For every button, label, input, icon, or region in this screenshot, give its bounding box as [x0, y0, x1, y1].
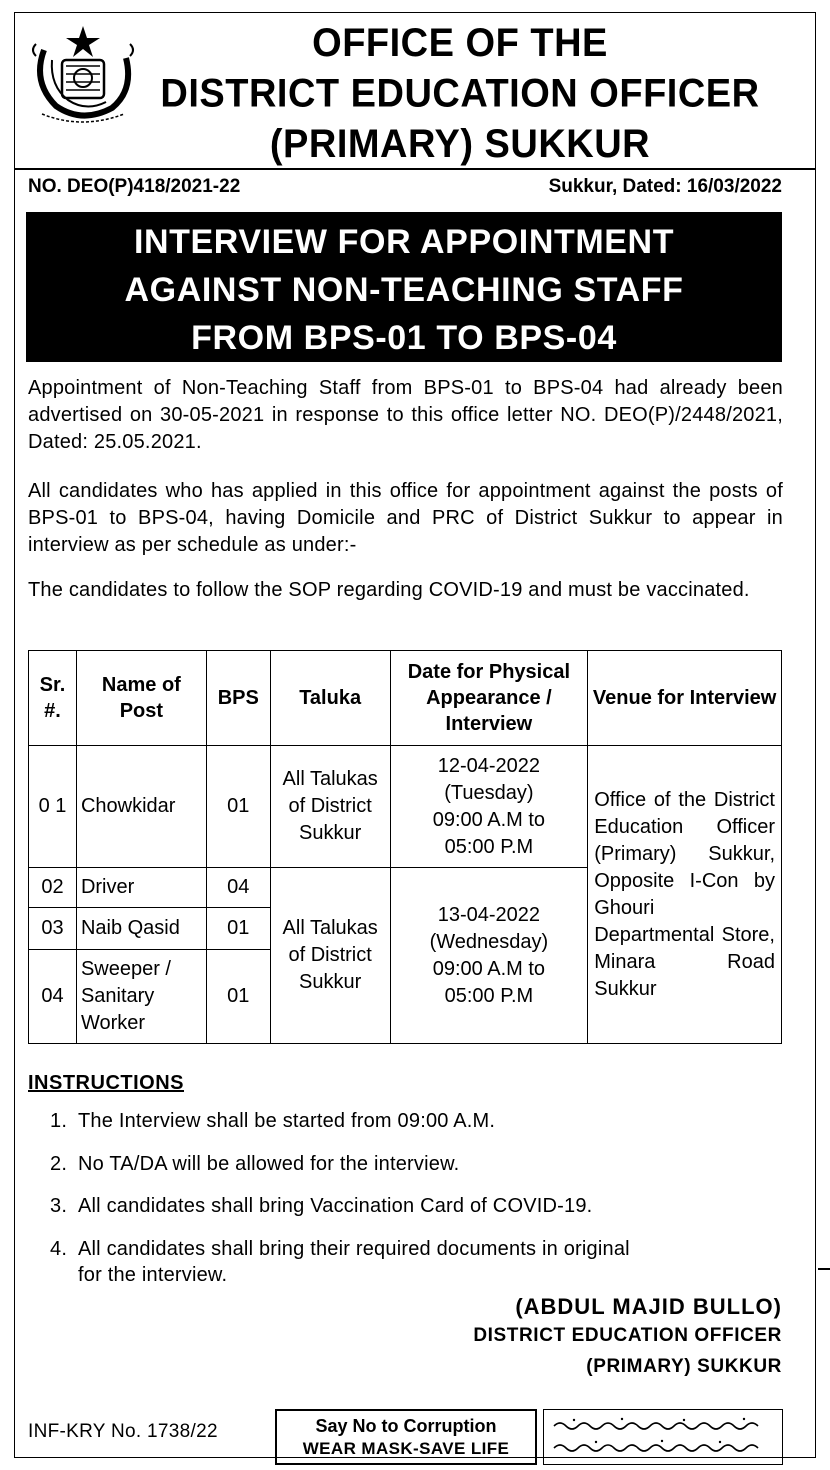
time-text: 05:00 P.M: [444, 984, 534, 1007]
slogan-line: Say No to Corruption: [315, 1416, 497, 1436]
instruction-number: 3.: [50, 1195, 68, 1217]
inf-number: INF-KRY No. 1738/22: [28, 1421, 218, 1442]
covid-paragraph: The candidates to follow the SOP regarding COVID-19 and must be vaccinated.: [28, 579, 750, 601]
instruction-text-continued: for the interview.: [78, 1264, 228, 1286]
column-header: Sr. #.: [29, 651, 77, 746]
header-divider: [14, 168, 816, 170]
instruction-item: [50, 1193, 783, 1219]
bps-cell: 01: [206, 908, 270, 950]
instruction-number: 2.: [50, 1153, 68, 1175]
date-line: Sukkur, Dated: 16/03/2022: [548, 176, 782, 197]
intro-paragraph: Appointment of Non-Teaching Staff from BPS-01 to BPS-04 had already been advertised on 30-05-2021 in response to this office letter NO. DEO(P)/2448/2021, Dated: 25.05.2021.: [28, 377, 783, 453]
sindh-government-emblem-icon: [22, 20, 144, 132]
interview-schedule-table: [28, 650, 782, 1044]
sr-cell: 02: [29, 868, 77, 908]
signatory-office: (PRIMARY) SUKKUR: [586, 1356, 782, 1377]
instruction-text: No TA/DA will be allowed for the interview.: [78, 1153, 460, 1175]
slogan-line: WEAR MASK-SAVE LIFE: [302, 1439, 510, 1458]
office-title-line: OFFICE OF THE: [312, 21, 608, 66]
post-cell: Naib Qasid: [76, 908, 206, 950]
column-header: Taluka: [270, 651, 390, 746]
bps-cell: 01: [206, 746, 270, 868]
date-cell: [390, 868, 588, 1044]
post-cell: Driver: [76, 868, 206, 908]
date-cell: [390, 746, 588, 868]
bps-cell: 01: [206, 950, 270, 1044]
signatory-name: (ABDUL MAJID BULLO): [515, 1294, 782, 1319]
sr-cell: 04: [29, 950, 77, 1044]
instruction-item: [50, 1236, 783, 1288]
taluka-cell: All Talukas of District Sukkur: [270, 746, 390, 868]
instructions-heading: INSTRUCTIONS: [28, 1072, 184, 1094]
office-title-line: (PRIMARY) SUKKUR: [269, 122, 651, 167]
post-cell: Chowkidar: [76, 746, 206, 868]
column-header: BPS: [206, 651, 270, 746]
instruction-number: 1.: [50, 1110, 68, 1132]
taluka-cell: All Talukas of District Sukkur: [270, 868, 390, 1044]
time-text: 05:00 P.M: [444, 835, 534, 858]
bps-cell: 04: [206, 868, 270, 908]
banner-line: FROM BPS-01 TO BPS-04: [191, 319, 617, 357]
table-header-row: [29, 651, 782, 746]
urdu-notice-graphic-icon: [543, 1409, 783, 1465]
reference-number: NO. DEO(P)418/2021-22: [28, 176, 241, 197]
table-row: [29, 746, 782, 868]
instruction-text: All candidates shall bring their required documents in original: [78, 1238, 630, 1260]
edge-mark: [818, 1268, 830, 1270]
candidates-paragraph: All candidates who has applied in this office for appointment against the posts of BPS-01 to BPS-04, having Domicile and PRC of District Sukkur to appear in interview as per schedule as under:-: [28, 480, 783, 556]
signatory-designation: DISTRICT EDUCATION OFFICER: [473, 1325, 782, 1346]
time-text: 09:00 A.M to: [432, 957, 546, 980]
instruction-item: [50, 1108, 783, 1134]
date-text: 12-04-2022: [437, 754, 541, 777]
instruction-text: The Interview shall be started from 09:00 A.M.: [78, 1110, 496, 1132]
column-header: Venue for Interview: [588, 651, 782, 746]
day-text: (Wednesday): [429, 930, 549, 953]
office-title: [150, 18, 770, 169]
instruction-text: All candidates shall bring Vaccination Card of COVID-19.: [78, 1195, 593, 1217]
sr-cell: 0 1: [29, 746, 77, 868]
venue-cell: Office of the District Education Officer (Primary) Sukkur, Opposite I-Con by Ghouri Departmental Store, Minara Road Sukkur: [588, 746, 782, 1044]
column-header: Date for Physical Appearance / Interview: [390, 651, 588, 746]
anti-corruption-box: [275, 1409, 537, 1465]
banner-line: INTERVIEW FOR APPOINTMENT: [133, 223, 675, 261]
date-text: 13-04-2022: [437, 903, 541, 926]
post-cell: Sweeper / Sanitary Worker: [76, 950, 206, 1044]
day-text: (Tuesday): [444, 781, 534, 804]
instruction-item: [50, 1151, 783, 1177]
office-title-line: DISTRICT EDUCATION OFFICER: [160, 71, 760, 117]
time-text: 09:00 A.M to: [432, 808, 546, 831]
column-header: Name of Post: [76, 651, 206, 746]
sr-cell: 03: [29, 908, 77, 950]
headline-banner: [26, 212, 782, 362]
instruction-number: 4.: [50, 1238, 68, 1260]
banner-line: AGAINST NON-TEACHING STAFF: [124, 271, 684, 309]
